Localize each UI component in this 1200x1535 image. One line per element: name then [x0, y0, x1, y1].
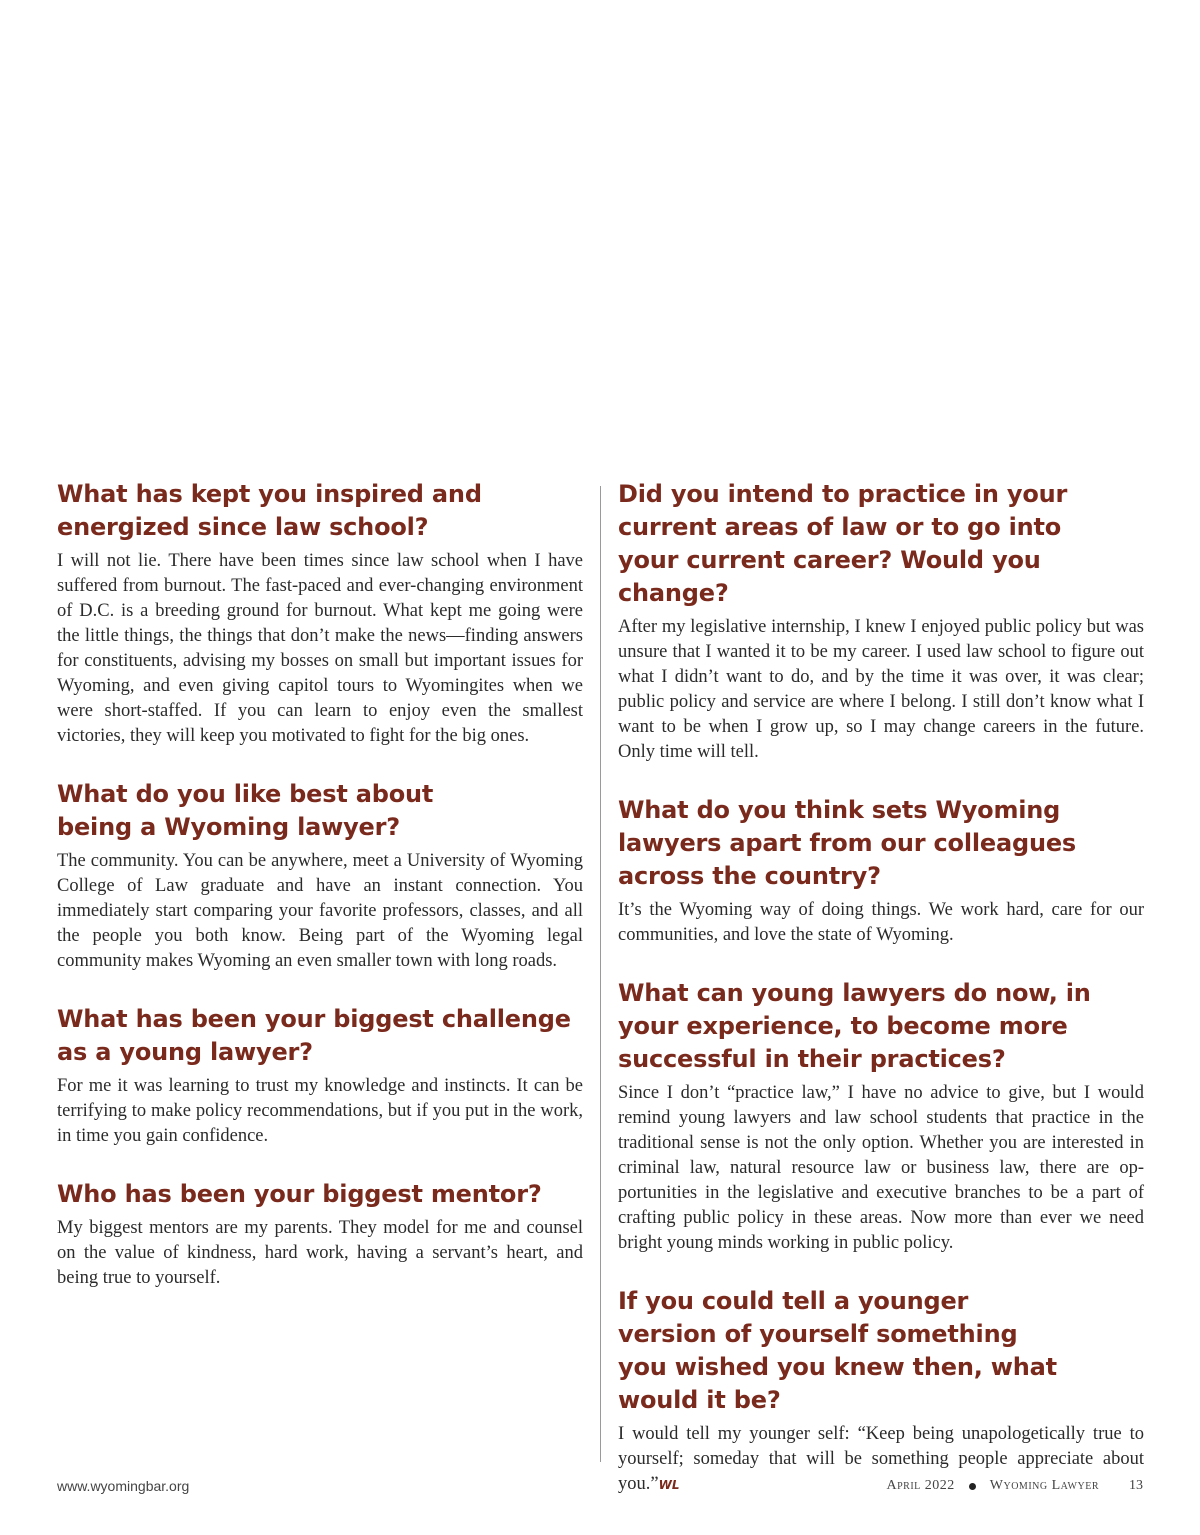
- qa-section: [57, 778, 583, 974]
- qa-section: [57, 1178, 583, 1291]
- footer-issue-info: [886, 1478, 1143, 1494]
- qa-section: [618, 1285, 1144, 1498]
- column-divider: [600, 486, 601, 1462]
- footer-publication: Wyoming Lawyer: [989, 1478, 1099, 1493]
- qa-section: [57, 1003, 583, 1149]
- end-mark: WL: [658, 1478, 680, 1492]
- left-column: [57, 478, 583, 1320]
- section-heading: If you could tell a younger version of yourself something you wished you knew then, what would it be?: [618, 1287, 1057, 1414]
- section-heading: Did you intend to practice in your current areas of law or to go into your current career? Would you change?: [618, 480, 1068, 607]
- section-body: Since I don’t “practice law,” I have no advice to give, but I would remind young lawyers and law school students that practice in the traditional sense is not the only option. Whether you are interested in criminal law, natural resource law or business law, there are opportunities in the legislative and executive branches to be a part of crafting public policy in these areas. Now more than ever we need bright young minds working in public policy.: [618, 1083, 1144, 1253]
- section-heading: What has kept you inspired and energized since law school?: [57, 480, 482, 541]
- section-body-text: I would tell my younger self: “Keep being unapologetically true to yourself; someday that will be something people appreciate about you.”: [618, 1424, 1144, 1494]
- section-heading: What do you think sets Wyoming lawyers apart from our colleagues across the country?: [618, 796, 1076, 890]
- qa-section: [618, 794, 1144, 948]
- right-column: [618, 478, 1144, 1527]
- section-body: The community. You can be anywhere, meet a University of Wyoming College of Law graduate and have an instant connection. You immediately start comparing your favorite professors, classes, and all the people you both know. Being part of the Wyoming legal community makes Wyoming an even smaller town with long roads.: [57, 851, 583, 971]
- section-body: I will not lie. There have been times since law school when I have suffered from burnout. The fast-paced and ever-changing environment of D.C. is a breeding ground for burnout. What kept me going were the little things, the things that don’t make the news—finding answers for constituents, advising my bosses on small but important issues for Wyoming, and even giving capitol tours to Wyomingites when we were short-staffed. If you can learn to enjoy even the smallest victories, they will keep you motivated to fight for the big ones.: [57, 551, 583, 746]
- footer-website: www.wyomingbar.org: [57, 1478, 190, 1494]
- section-heading: What has been your biggest challenge as a young lawyer?: [57, 1005, 571, 1066]
- section-body: After my legislative internship, I knew I enjoyed public policy but was unsure that I wanted it to be my career. I used law school to figure out what I didn’t want to do, and by the time it was over, it was clear; public policy and service are where I belong. I still don’t know what I want to be when I grow up, so I may change careers in the future. Only time will tell.: [618, 617, 1144, 762]
- qa-section: [57, 478, 583, 749]
- section-body: For me it was learning to trust my knowledge and instincts. It can be terrifying to make policy recommendations, but if you put in the work, in time you gain confidence.: [57, 1076, 583, 1146]
- section-body: My biggest mentors are my parents. They model for me and counsel on the value of kindness, hard work, having a servant’s heart, and being true to yourself.: [57, 1218, 583, 1288]
- section-heading: What do you like best about being a Wyoming lawyer?: [57, 780, 434, 841]
- section-heading: Who has been your biggest mentor?: [57, 1180, 542, 1208]
- qa-section: [618, 478, 1144, 765]
- footer-issue-date: April 2022: [886, 1478, 955, 1493]
- section-heading: What can young lawyers do now, in your experience, to become more successful in their practices?: [618, 979, 1091, 1073]
- section-body: It’s the Wyoming way of doing things. We work hard, care for our communities, and love the state of Wyoming.: [618, 900, 1144, 945]
- qa-section: [618, 977, 1144, 1256]
- page-number: 13: [1129, 1478, 1143, 1493]
- bullet-icon: [969, 1483, 976, 1490]
